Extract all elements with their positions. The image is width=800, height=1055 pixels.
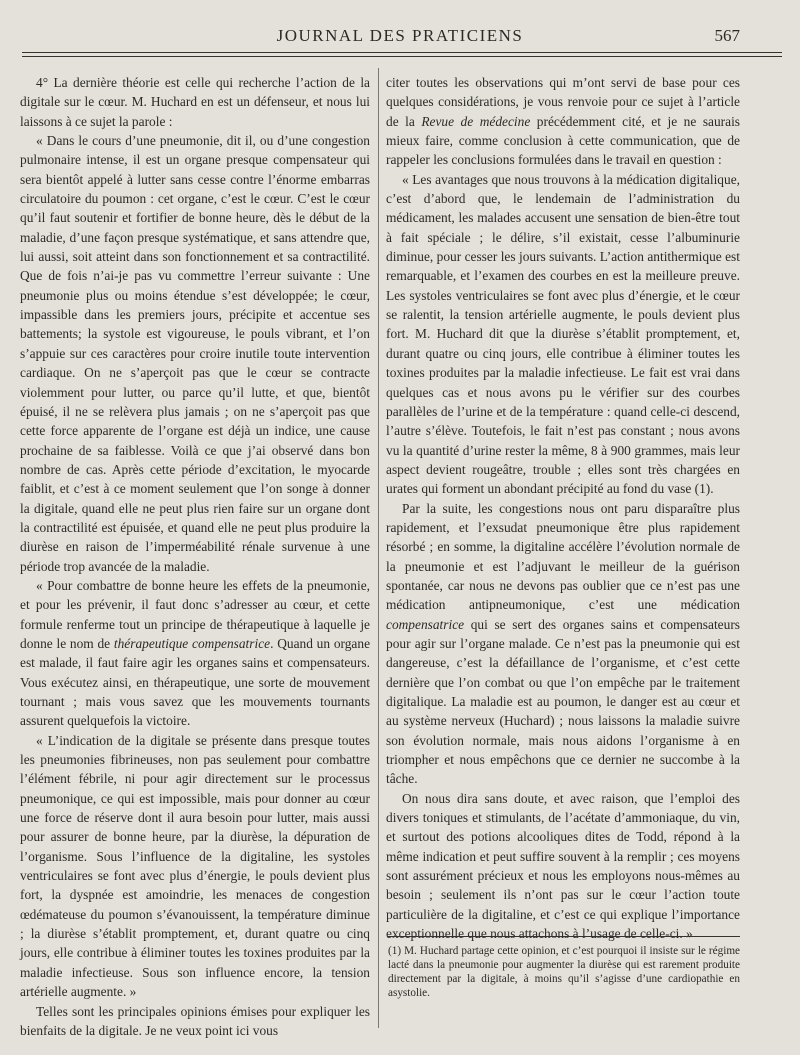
paragraph-tonics: On nous dira sans doute, et avec raison, que l’emploi des divers toniques et stimulants, de l’acétate d’ammoniaque, du vin, et surtout des potions alcooliques dites de Todd, répond à la même indication et peut suffire souvent à la remplir ; ces moyens sont assurément précieux et nous les employons nous-mêmes au besoin ; seulement ils n’ont pas sur le cœur l’action toute particulière de la digitaline, et c’est ce qui explique l’importance exceptionnelle que nous attachons à l’usage de celle-ci. »	[386, 790, 740, 942]
italic-term: compensatrice	[386, 616, 465, 632]
italic-title: Revue de médecine	[421, 113, 531, 129]
paragraph-congestions: Par la suite, les congestions nous ont paru disparaître plus rapidement, et l’exsudat pneumonique être plus rapidement résorbé ; en somme, la digitaline accélère l’évolution normale de la pneumonie et est l’adjuvant le meilleur de la guérison spontanée, car nous ne devons pas oublier que ce n’est pas une médication antipneumonique, c’est une médication compensatrice qui se sert des organes sains et compensateurs pour agir sur l’organe malade. Ce n’est pas la pneumonie qui est dangereuse, c’est la défaillance de l’organisme, et c’est cette dernière que l’on combat ou que l’on empêche par le traitement digitalique. La maladie est au poumon, le danger est au cœur et au système nerveux (Huchard) ; nous laissons la maladie suivre son évolution normale, mais nous aidons l’organisme à en triompher et nous empêchons que ce dernier ne succombe à la tâche.	[386, 500, 740, 787]
footnote: (1) M. Huchard partage cette opinion, et c’est pourquoi il insiste sur le régime lacté dans la pneumonie pour augmenter la diurèse qui est rarement produite directement par la digitale, à moins qu’il s’agisse d’une cardiopathie en asystolie.	[388, 945, 740, 999]
header-rule-top	[22, 52, 782, 53]
paragraph-continued: citer toutes les observations qui m’ont servi de base pour ces quelques considérations, je vous renvoie pour ce sujet à l’article de la Revue de médecine précédemment cité, et je ne saurais mieux faire, comme conclusion à cette communication, que de rappeler les conclusions formulées dans le travail en question :	[386, 75, 741, 168]
paragraph-theory: 4° La dernière théorie est celle qui recherche l’action de la digitale sur le cœur. M. Huchard en est un défenseur, et nous lui laissons à ce sujet la parole :	[20, 75, 370, 129]
journal-title: JOURNAL DES PRATICIENS	[276, 26, 524, 45]
paragraph-huchard-quote: « Dans le cours d’une pneumonie, dit il, ou d’une congestion pulmonaire intense, il est un organe presque compensateur qui sera bientôt appelé à lutter sans cesse contre l’énorme embarras circulatoire du poumon : cet organe, c’est le cœur. C’est le cœur qu’il faut soutenir et fortifier de bonne heure, dès le début de la maladie, d’une façon presque systématique, et sans attendre que, lui aussi, soit atteint dans son fonctionnement et sa contractilité. Que de fois n’ai-je pas vu commettre l’erreur suivante : Une pneumonie plus ou moins étendue s’est développée; le cœur, impassible dans les premiers jours, précipite et accentue ses battements; la systole est vigoureuse, le pouls vibrant, et l’on s’appuie sur ces caractères pour croire inutile toute intervention cardiaque. On ne s’aperçoit pas que le cœur se contracte violemment pour lutter, ou parce qu’il lutte, et que, bientôt épuisé, il ne se relèvera plus jamais ; on ne s’aperçoit pas que cette force apparente de l’organe est déjà un indice, une cause prochaine de sa faiblesse. Voilà ce que j’ai observé dans bon nombre de cas. Après cette période d’excitation, le myocarde faiblit, et c’est à ce moment seulement que l’on songe à donner la digitale, quand elle ne peut plus rien faire sur un organe dont la contractilité est épuisée, et quand elle ne peut plus produire la diurèse en raison de l’imperméabilité rénale survenue à une période trop avancée de la maladie.	[20, 133, 370, 574]
paragraph-digitalis-indication: « L’indication de la digitale se présente dans presque toutes les pneumonies fibrineuses, non pas seulement pour combattre l’élément fébrile, ni pour agir directement sur le processus pneumonique, ce qui est impossible, mais pour donner au cœur une force de réserve dont il aura besoin pour lutter, mais aussi pour assurer de bonne heure, par la diurèse, la dépuration de l’organisme. Sous l’influence de la digitaline, les systoles ventriculaires se font avec plus d’énergie, le pouls devient plus fort, la dyspnée est amoindrie, les menaces de congestion œdémateuse du poumon s’évanouissent, la température diminue ; la diurèse s’établit promptement, et, durant quatre ou cinq jours, elle contribue à éliminer toutes les toxines produites par la maladie infectieuse. Sous son influence encore, la tension artérielle augmente. »	[20, 732, 370, 1000]
paragraph-opinions: Telles sont les principales opinions émises pour expliquer les bienfaits de la digitale. Je ne veux point ici vous	[20, 1003, 370, 1038]
column-divider	[378, 68, 379, 1028]
running-head	[0, 26, 800, 50]
paragraph-advantages: « Les avantages que nous trouvons à la médication digitalique, c’est d’abord que, le lendemain de l’administration du médicament, les malades accusent une sensation de bien-être tout à fait spéciale ; le délire, s’il existait, cesse l’albuminurie diminue, pour cesser les jours suivants. L’action antithermique est remarquable, et l’examen des courbes en est la meilleure preuve. Les systoles ventriculaires se font avec plus d’énergie, et le cœur se ralentit, la tension artérielle augmente, le pouls devient plus fort. M. Huchard dit que la diurèse s’établit promptement, et, durant quatre ou cinq jours, elle contribue à éliminer toutes les toxines produites par la maladie infectieuse. Le fait est vrai dans quelques cas et nous avons pu le vérifier sur des courbes parallèles de l’urine et de la température : quand celle-ci descend, l’autre s’élève. Toutefois, le fait n’est pas constant ; nous avons vu la quantité d’urine rester la même, 8 à 900 grammes, mais leur aspect devient rougeâtre, trouble ; elles sont très chargées en urates qui forment un abondant précipité au fond du vase (1).	[386, 171, 740, 497]
left-column	[20, 73, 370, 1040]
page-number: 567	[714, 26, 740, 45]
right-column	[386, 73, 740, 943]
footnote-rule	[388, 936, 740, 937]
header-rule-bottom	[22, 56, 782, 57]
italic-term: thérapeutique compensatrice	[113, 635, 271, 651]
paragraph-compensatory-therapy: « Pour combattre de bonne heure les effets de la pneumonie, et pour les prévenir, il faut donc s’adresser au cœur, et cette formule renferme tout un principe de thérapeutique à laquelle je donne le nom de thérapeutique compensatrice. Quand un organe est malade, il faut faire agir les organes sains et compensateurs. Vous exécutez ainsi, en thérapeutique, une sorte de mouvement tournant ; mais vous savez que les mouvements tournants assurent quelquefois la victoire.	[20, 577, 371, 729]
